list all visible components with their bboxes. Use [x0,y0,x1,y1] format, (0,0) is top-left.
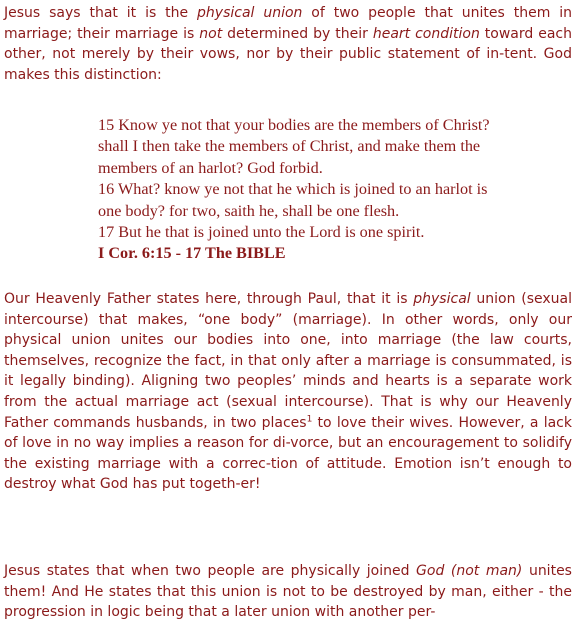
emphasis-physical: physical [413,291,471,307]
quote-line: shall I then take the members of Christ, and make them the [98,137,481,156]
text-span: of two people that unites them in marriage; their marriage is [4,5,572,42]
quote-line: 15 Know ye not that your bodies are the members of Christ? [98,116,490,134]
text-span: union (sexual intercourse) that makes, “one body” (marriage). In other words, only our physical union unites our bodies into one, into marriage (the law courts, themselves, recognize the fact, in that only after a marriage is consummated, is it legally binding). Aligning two peoples’ minds and hearts is a separate work from the actual marriage act (sexual intercourse). That is why our Heavenly Father commands husbands, in two places [4,291,572,431]
scripture-citation: I Cor. 6:15 - 17 The BIBLE [98,244,286,263]
text-span: Our Heavenly Father states here, through Paul, that it is [4,291,414,307]
text-span: determined by their [222,25,373,42]
text-span: Jesus states that when two people are physically joined [4,563,417,579]
quote-line: 17 But he that is joined unto the Lord is one spirit. [98,223,425,242]
quote-line: one body? for two, saith he, shall be one flesh. [98,201,400,220]
emphasis-heart-condition: heart condition [372,25,480,42]
paragraph-physical-union [4,289,572,495]
text-span: Jesus says that it is the [4,5,198,21]
emphasis-god-not-man: God (not man) [416,563,523,579]
emphasis-physical-union: physical union [197,5,303,21]
emphasis-not: not [199,25,223,42]
quote-line: members of an harlot? God forbid. [98,158,323,177]
paragraph-jesus-states [4,561,572,623]
text-span: unites them! And He states that this union is not to be destroyed by man, either - the progression in logic being that a later union with another per- [4,563,572,621]
text-span: toward each other, not merely by their vows, nor by their public statement of in-tent. God makes this distinction: [4,25,572,83]
quote-line: 16 What? know ye not that he which is joined to an harlot is [98,180,488,199]
footnote-marker: 1 [306,413,313,424]
text-span: to love their wives. However, a lack of love in no way implies a reason for di-vorce, but an encouragement to solidify the existing marriage with a correc-tion of attitude. Emotion isn’t enough to destroy what God has put togeth-er! [4,414,572,493]
scripture-quote [98,115,564,265]
paragraph-intro [4,3,572,85]
